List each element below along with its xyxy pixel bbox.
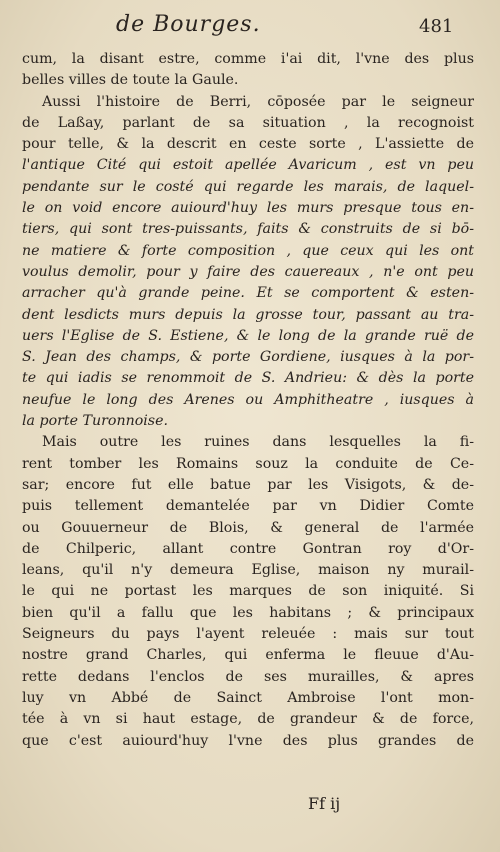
text-line: dent lesdicts murs depuis la grosse tour, passant au tra- — [22, 306, 474, 323]
text-line: rent tomber les Romains souz la conduite de Ce- — [22, 455, 474, 472]
text-line: de Laßay, parlant de sa situation , la recognoist — [22, 114, 474, 131]
text-line: cum, la disant estre, comme i'ai dit, l'vne des plus — [22, 51, 474, 67]
text-line: ou Gouuerneur de Blois, & general de l'armée — [22, 519, 474, 536]
text-line: pendante sur le costé qui regarde les marais, de laquel- — [22, 178, 474, 195]
text-line: neufue le long des Arenes ou Amphitheatre , iusques à — [22, 391, 474, 408]
body-text — [22, 49, 474, 752]
text-line: puis tellement demantelée par vn Didier Comte — [22, 498, 474, 515]
text-line: pour telle, & la descrit en ceste sorte , L'assiette de — [22, 136, 474, 153]
text-line: S. Jean des champs, & porte Gordiene, iusques à la por- — [22, 349, 474, 366]
signature-mark: Ff ij — [308, 794, 341, 813]
text-line: Seigneurs du pays l'ayent releuée : mais sur tout — [22, 626, 474, 643]
text-line: voulus demolir, pour y faire des cauereaux , n'e ont peu — [22, 263, 474, 280]
text-line: arracher qu'à grande peine. Et se comportent & esten- — [22, 285, 474, 302]
text-line: la porte Turonnoise. — [22, 413, 168, 430]
text-line: te qui iadis se renommoit de S. Andrieu: & dès la porte — [22, 370, 474, 387]
text-line: le qui ne portast les marques de son iniquité. Si — [22, 583, 474, 600]
text-line: rette dedans l'enclos de ses murailles, & apres — [22, 668, 474, 685]
text-line: ne matiere & forte composition , que ceux qui les ont — [22, 242, 474, 259]
text-line: que c'est auiourd'huy l'vne des plus grandes de — [22, 732, 474, 749]
text-line: l'antique Cité qui estoit apellée Avaricum , est vn peu — [22, 157, 474, 174]
text-line: bien qu'il a fallu que les habitans ; & principaux — [22, 604, 474, 621]
text-line: Mais outre les ruines dans lesquelles la fi- — [42, 434, 474, 451]
text-line: tiers, qui sont tres-puissants, faits & construits de si bō- — [22, 221, 474, 238]
page-number: 481 — [419, 16, 454, 37]
page-footer — [0, 794, 500, 822]
text-line: luy vn Abbé de Sainct Ambroise l'ont mon- — [22, 689, 474, 706]
running-head: de Bourges. — [116, 12, 261, 37]
text-line: tée à vn si haut estage, de grandeur & de force, — [22, 711, 474, 728]
text-line: leans, qu'il n'y demeura Eglise, maison ny murail- — [22, 562, 474, 579]
text-line: nostre grand Charles, qui enferma le fleuue d'Au- — [22, 647, 474, 664]
text-line: de Chilperic, allant contre Gontran roy d'Or- — [22, 540, 474, 557]
page-header — [0, 6, 500, 46]
text-line: uers l'Eglise de S. Estiene, & le long de la grande ruë de — [22, 327, 474, 344]
text-line: belles villes de toute la Gaule. — [22, 72, 239, 89]
text-line: Aussi l'histoire de Berri, cōposée par le seigneur — [42, 93, 474, 110]
text-line: sar; encore fut elle batue par les Visigots, & de- — [22, 476, 474, 493]
text-line: le on void encore auiourd'huy les murs presque tous en- — [22, 200, 474, 217]
